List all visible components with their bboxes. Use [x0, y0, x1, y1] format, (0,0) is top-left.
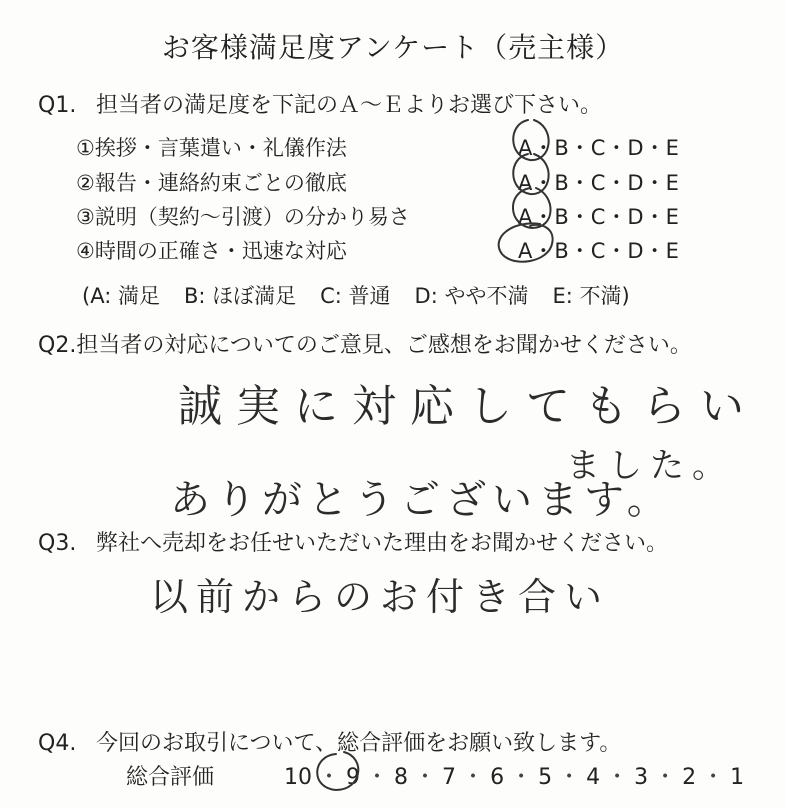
q1-item-2-label: ②報告・連絡約束ごとの徹底 [76, 171, 347, 195]
question-2-text: 担当者の対応についてのご意見、ご感想をお聞かせください。 [76, 333, 692, 358]
q1-item-3-label: ③説明（契約～引渡）の分かり易さ [76, 205, 410, 229]
q1-item-3-grades: A・B・C・D・E [518, 205, 680, 229]
question-3-text: 弊社へ売却をお任せいただいた理由をお聞かせください。 [96, 531, 669, 556]
question-2 [38, 328, 692, 359]
score-8: 8 [394, 765, 409, 790]
score-7: 7 [442, 765, 457, 790]
q2-handwritten-answer-line1: 誠実に対応してもらい [178, 381, 758, 432]
question-3 [38, 526, 668, 557]
score-5: 5 [538, 765, 553, 790]
question-4-text: 今回のお取引について、総合評価をお願い致します。 [96, 731, 622, 756]
question-4 [38, 726, 621, 757]
score-2: 2 [682, 765, 697, 790]
score-label: 総合評価 [126, 765, 215, 790]
q2-handwritten-answer-line2: ありがとうございます。 [170, 477, 673, 523]
legend-e: E: 不満) [552, 284, 630, 308]
q1-item-2-grades: A・B・C・D・E [518, 171, 680, 195]
score-4: 4 [586, 765, 601, 790]
question-1-number: Q1. [38, 93, 77, 118]
question-1 [38, 88, 602, 119]
question-3-number: Q3. [38, 531, 77, 556]
q1-item-4-grades: A・B・C・D・E [518, 239, 680, 263]
legend-d: D: やや不満 [414, 284, 529, 308]
overall-score-row: 総合評価 10 ・ 9 ・ 8 ・ 7 ・ 6 ・ 5 ・ 4 ・ 3 ・ 2 ・ 1 [126, 760, 746, 791]
legend-b: B: ほぼ満足 [183, 284, 297, 308]
question-1-text: 担当者の満足度を下記のＡ～Ｅよりお選び下さい。 [96, 93, 603, 118]
score-10: 10 [284, 765, 312, 790]
legend-c: C: 普通 [320, 284, 391, 308]
q1-item-1-label: ①挨拶・言葉遣い・礼儀作法 [76, 136, 347, 160]
q1-item-4-label: ④時間の正確さ・迅速な対応 [76, 239, 347, 263]
question-2-number: Q2. [38, 333, 77, 358]
question-4-number: Q4. [38, 731, 77, 756]
score-6: 6 [490, 765, 505, 790]
survey-title: お客様満足度アンケート（売主様） [161, 31, 625, 64]
score-1: 1 [730, 765, 745, 790]
q1-legend [82, 280, 654, 310]
q2-handwritten-answer-line2b: ました。 [566, 446, 734, 486]
q1-item-1-grades: A・B・C・D・E [518, 136, 680, 160]
score-9: 9 [346, 765, 361, 790]
score-3: 3 [634, 765, 649, 790]
legend-a: (A: 満足 [82, 284, 160, 308]
q3-handwritten-answer: 以前からのお付き合い [150, 575, 611, 619]
